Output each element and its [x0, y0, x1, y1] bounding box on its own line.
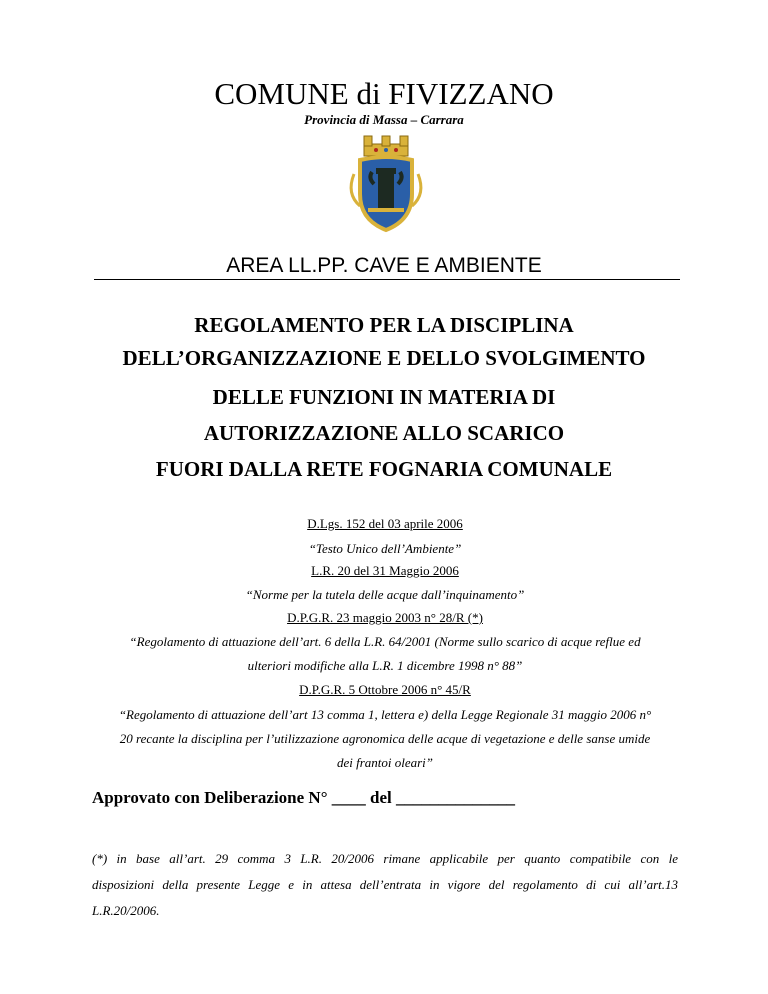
reference-description: “Regolamento di attuazione dell’art. 6 della L.R. 64/2001 (Norme sullo scarico di acque reflue ed [129, 634, 641, 649]
reference-law: D.P.G.R. 5 Ottobre 2006 n° 45/R [299, 682, 471, 697]
reference-description: ulteriori modifiche alla L.R. 1 dicembre 1998 n° 88” [247, 658, 523, 673]
page-title: COMUNE di FIVIZZANO [214, 76, 554, 111]
reference-law: L.R. 20 del 31 Maggio 2006 [311, 563, 459, 578]
approval-line: Approvato con Deliberazione N° ____ del ______________ [92, 788, 515, 807]
footnote-line: L.R.20/2006. [92, 903, 160, 918]
regulation-title-line: DELL’ORGANIZZAZIONE E DELLO SVOLGIMENTO [122, 346, 646, 370]
footnote-line: disposizioni della presente Legge e in attesa dell’entrata in vigore del regolamento di cui all’art.13 [92, 877, 678, 892]
footnote-line: (*) in base all’art. 29 comma 3 L.R. 20/2006 rimane applicabile per quanto compatibile con le [92, 851, 678, 866]
regulation-title-line: FUORI DALLA RETE FOGNARIA COMUNALE [155, 457, 613, 481]
reference-description: “Norme per la tutela delle acque dall’inquinamento” [245, 587, 525, 602]
regulation-title-line: REGOLAMENTO PER LA DISCIPLINA [194, 313, 574, 337]
reference-description: “Testo Unico dell’Ambiente” [308, 541, 462, 556]
regulation-title-line: AUTORIZZAZIONE ALLO SCARICO [203, 421, 565, 445]
reference-description: “Regolamento di attuazione dell’art 13 comma 1, lettera e) della Legge Regionale 31 maggio 2006 n° [118, 707, 652, 722]
reference-law: D.P.G.R. 23 maggio 2003 n° 28/R (*) [287, 610, 483, 625]
department-heading: AREA LL.PP. CAVE E AMBIENTE [226, 254, 542, 277]
reference-description: 20 recante la disciplina per l’utilizzazione agronomica delle acque di vegetazione e delle sanse umide [119, 731, 651, 746]
footnote [92, 846, 678, 924]
province-subtitle: Provincia di Massa – Carrara [304, 112, 464, 127]
reference-description: dei frantoi oleari” [336, 755, 434, 770]
reference-law: D.Lgs. 152 del 03 aprile 2006 [307, 516, 463, 531]
regulation-title-line: DELLE FUNZIONI IN MATERIA DI [212, 385, 556, 409]
legal-references [90, 0, 680, 994]
